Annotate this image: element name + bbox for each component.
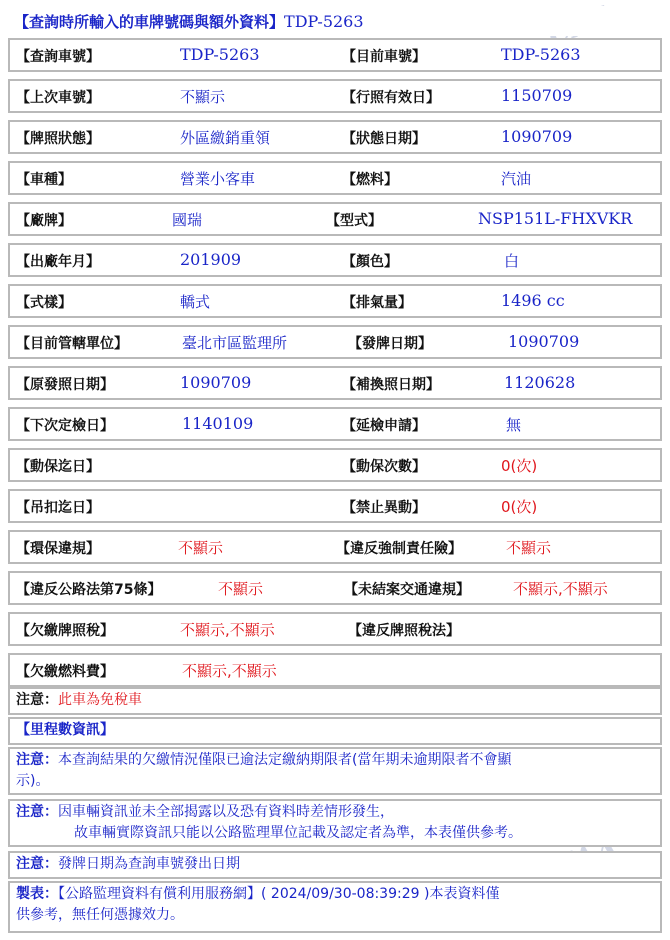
value-displacement: 1496 cc bbox=[501, 291, 565, 310]
row-brand bbox=[8, 202, 662, 236]
value-query-plate: TDP-5263 bbox=[180, 45, 260, 64]
footer-timestamp: ( 2024/09/30-08:39:29 ) bbox=[261, 886, 430, 902]
footer-line2: 供參考，無任何憑據效力。 bbox=[16, 907, 184, 923]
label-color: 【顏色】 bbox=[342, 254, 398, 270]
label-unpaid-fuel-fee: 【欠繳燃料費】 bbox=[16, 664, 114, 680]
footer-production-note bbox=[8, 881, 662, 933]
note-disclaimer-line1: 因車輛資訊並未全部揭露以及恐有資料時差情形發生， bbox=[58, 804, 394, 820]
label-inspection-extension: 【延檢申請】 bbox=[342, 418, 426, 434]
note-arrears-label: 注意： bbox=[16, 752, 58, 768]
row-unpaid-fuel-fee bbox=[8, 653, 662, 687]
footer-line1-tail: 本表資料僅 bbox=[429, 886, 500, 902]
label-suspension-end: 【吊扣迄日】 bbox=[16, 500, 100, 516]
label-license-tax-violation: 【違反牌照稅法】 bbox=[348, 623, 460, 639]
row-previous-plate bbox=[8, 79, 662, 113]
value-body-style: 轎式 bbox=[180, 293, 211, 311]
value-status-date: 1090709 bbox=[501, 127, 573, 146]
label-jurisdiction: 【目前管轄單位】 bbox=[16, 336, 128, 352]
row-unpaid-license-tax bbox=[8, 612, 662, 646]
value-previous-plate: 不顯示 bbox=[180, 88, 226, 106]
label-highway-act-75: 【違反公路法第75條】 bbox=[16, 582, 162, 598]
row-chattel-mortgage-end bbox=[8, 448, 662, 482]
value-jurisdiction: 臺北市區監理所 bbox=[182, 334, 288, 352]
value-brand: 國瑞 bbox=[172, 211, 203, 229]
row-query-plate bbox=[8, 38, 662, 72]
mileage-title: 【里程數資訊】 bbox=[16, 722, 114, 738]
value-vehicle-type: 營業小客車 bbox=[180, 170, 256, 188]
row-suspension-end bbox=[8, 489, 662, 523]
value-compulsory-insurance-violation: 不顯示 bbox=[506, 539, 552, 557]
value-pending-traffic-violations: 不顯示,不顯示 bbox=[513, 580, 608, 598]
query-header-plate: TDP-5263 bbox=[284, 12, 364, 31]
note-disclaimer-line2: 故車輛實際資訊只能以公路監理單位記載及認定者為準，本表僅供參考。 bbox=[74, 825, 522, 841]
value-unpaid-fuel-fee: 不顯示,不顯示 bbox=[182, 662, 277, 680]
value-plate-status: 外區繳銷重領 bbox=[180, 129, 271, 147]
label-current-plate: 【目前車號】 bbox=[342, 49, 426, 65]
row-highway-act-75 bbox=[8, 571, 662, 605]
label-chattel-mortgage-count: 【動保次數】 bbox=[342, 459, 426, 475]
label-plate-issue-date: 【發牌日期】 bbox=[348, 336, 432, 352]
note-arrears-line2: 示)。 bbox=[16, 773, 50, 789]
row-jurisdiction bbox=[8, 325, 662, 359]
row-body-style bbox=[8, 284, 662, 318]
label-license-replace-date: 【補換照日期】 bbox=[342, 377, 440, 393]
row-environmental-violation bbox=[8, 530, 662, 564]
label-compulsory-insurance-violation: 【違反強制責任險】 bbox=[336, 541, 462, 557]
value-transfer-ban: 0(次) bbox=[501, 498, 538, 516]
row-plate-status bbox=[8, 120, 662, 154]
value-license-valid-date: 1150709 bbox=[501, 86, 573, 105]
value-highway-act-75: 不顯示 bbox=[218, 580, 264, 598]
label-query-plate: 【查詢車號】 bbox=[16, 49, 100, 65]
row-original-license-date bbox=[8, 366, 662, 400]
value-chattel-mortgage-count: 0(次) bbox=[501, 457, 538, 475]
label-license-valid-date: 【行照有效日】 bbox=[342, 90, 440, 106]
value-original-license-date: 1090709 bbox=[180, 373, 252, 392]
row-vehicle-type bbox=[8, 161, 662, 195]
label-chattel-mortgage-end: 【動保迄日】 bbox=[16, 459, 100, 475]
label-unpaid-license-tax: 【欠繳牌照稅】 bbox=[16, 623, 114, 639]
query-header bbox=[8, 6, 662, 36]
label-environmental-violation: 【環保違規】 bbox=[16, 541, 100, 557]
notice-tax-exempt-label: 注意： bbox=[16, 692, 58, 708]
value-fuel: 汽油 bbox=[501, 170, 532, 188]
value-environmental-violation: 不顯示 bbox=[178, 539, 224, 557]
note-plate-issue-text: 發牌日期為查詢車號發出日期 bbox=[58, 856, 240, 872]
note-data-disclaimer bbox=[8, 799, 662, 847]
notice-tax-exempt bbox=[8, 687, 662, 715]
label-manufacture-date: 【出廠年月】 bbox=[16, 254, 100, 270]
label-displacement: 【排氣量】 bbox=[342, 295, 412, 311]
notice-tax-exempt-text: 此車為免稅車 bbox=[58, 692, 142, 708]
label-plate-status: 【牌照狀態】 bbox=[16, 131, 100, 147]
query-header-title: 【查詢時所輸入的車牌號碼與額外資料】TDP-5263 bbox=[14, 12, 364, 31]
label-pending-traffic-violations: 【未結案交通違規】 bbox=[344, 582, 470, 598]
row-next-inspection bbox=[8, 407, 662, 441]
label-vehicle-type: 【車種】 bbox=[16, 172, 72, 188]
value-license-replace-date: 1120628 bbox=[504, 373, 576, 392]
footer-label: 製表： bbox=[16, 886, 58, 902]
label-fuel: 【燃料】 bbox=[342, 172, 398, 188]
label-status-date: 【狀態日期】 bbox=[342, 131, 426, 147]
value-manufacture-date: 201909 bbox=[180, 250, 242, 269]
value-plate-issue-date: 1090709 bbox=[508, 332, 580, 351]
value-model: NSP151L-FHXVKR bbox=[478, 209, 633, 228]
label-next-inspection: 【下次定檢日】 bbox=[16, 418, 114, 434]
note-arrears-scope bbox=[8, 747, 662, 795]
note-plate-issue-date bbox=[8, 851, 662, 879]
label-body-style: 【式樣】 bbox=[16, 295, 72, 311]
mileage-section bbox=[8, 717, 662, 745]
label-transfer-ban: 【禁止異動】 bbox=[342, 500, 426, 516]
label-previous-plate: 【上次車號】 bbox=[16, 90, 100, 106]
value-inspection-extension: 無 bbox=[506, 416, 522, 434]
footer-service-name: 【公路監理資料有償利用服務網】 bbox=[58, 886, 261, 902]
label-brand: 【廠牌】 bbox=[16, 213, 72, 229]
value-next-inspection: 1140109 bbox=[182, 414, 254, 433]
label-original-license-date: 【原發照日期】 bbox=[16, 377, 114, 393]
value-color: 白 bbox=[504, 252, 520, 270]
note-disclaimer-label: 注意： bbox=[16, 804, 58, 820]
value-current-plate: TDP-5263 bbox=[501, 45, 581, 64]
row-manufacture-date bbox=[8, 243, 662, 277]
value-unpaid-license-tax: 不顯示,不顯示 bbox=[180, 621, 275, 639]
label-model: 【型式】 bbox=[326, 213, 382, 229]
note-plate-issue-label: 注意： bbox=[16, 856, 58, 872]
note-arrears-line1: 本查詢結果的欠繳情況僅限已逾法定繳納期限者(當年期未逾期限者不會顯 bbox=[58, 752, 512, 768]
